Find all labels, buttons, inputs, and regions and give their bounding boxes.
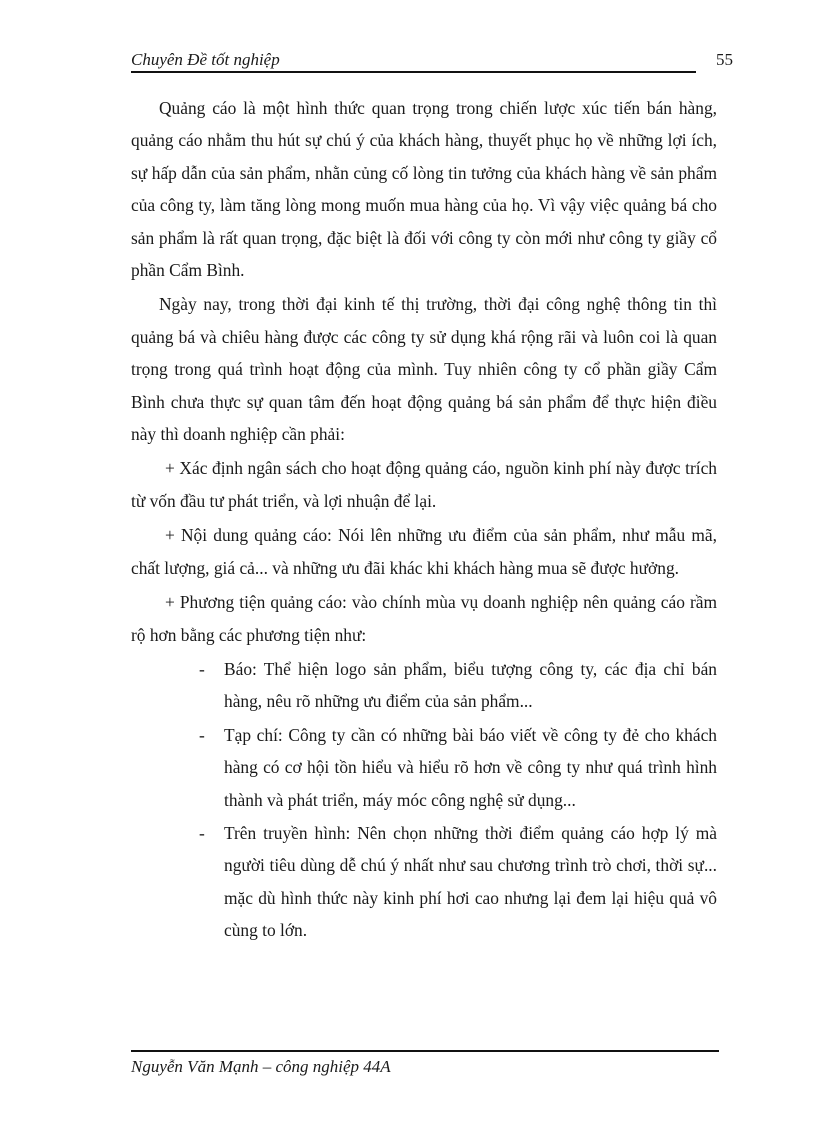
list-item-text: Tạp chí: Công ty cần có những bài báo viết về công ty đẻ cho khách hàng có cơ hội tồn hiểu và hiểu rõ hơn về công ty như quá trình hình thành và phát triển, máy móc công nghệ sử dụng...: [224, 724, 717, 810]
paragraph-advertising-importance: Quảng cáo là một hình thức quan trọng trong chiến lược xúc tiến bán hàng, quảng cáo nhằm thu hút sự chú ý của khách hàng, thuyết phục họ về những lợi ích, sự hấp dẫn của sản phẩm, nhằn củng cố lòng tin tưởng của khách hàng về sản phẩm của công ty, làm tăng lòng mong muốn mua hàng của họ. Vì vậy việc quảng bá cho sản phẩm là rất quan trọng, đặc biệt là đối với công ty còn mới như công ty giầy cổ phần Cẩm Bình.: [131, 98, 717, 281]
page-number: 55: [716, 50, 733, 69]
list-item-television: [199, 817, 717, 947]
paragraph-media: + Phương tiện quảng cáo: vào chính mùa vụ doanh nghiệp nên quảng cáo rầm rộ hơn bằng các phương tiện như:: [131, 592, 717, 645]
bullet-dash: -: [199, 822, 205, 843]
paragraph-content: + Nội dung quảng cáo: Nói lên những ưu điểm của sản phẩm, như mẫu mã, chất lượng, giá cả... và những ưu đãi khác khi khách hàng mua sẽ được hưởng.: [131, 525, 717, 578]
paragraph-current-situation: Ngày nay, trong thời đại kinh tế thị trường, thời đại công nghệ thông tin thì quảng bá và chiêu hàng được các công ty sử dụng khá rộng rãi và luôn coi là quan trọng trong quá trình hoạt động của mình. Tuy nhiên công ty cổ phần giầy Cẩm Bình chưa thực sự quan tâm đến hoạt động quảng bá sản phẩm để thực hiện điều này thì doanh nghiệp cần phải:: [131, 294, 717, 445]
list-item-newspaper: [199, 653, 717, 718]
list-item-magazine: [199, 719, 717, 816]
header-divider: [131, 71, 696, 73]
paragraph-budget: + Xác định ngân sách cho hoạt động quảng cáo, nguồn kinh phí này được trích từ vốn đầu tư phát triển, và lợi nhuận để lại.: [131, 458, 717, 511]
bullet-dash: -: [199, 724, 205, 745]
list-item-text: Trên truyền hình: Nên chọn những thời điểm quảng cáo hợp lý mà người tiêu dùng dễ chú ý nhất như sau chương trình trò chơi, thời sự... mặc dù hình thức này kinh phí hơi cao nhưng lại đem lại hiệu quả vô cùng to lớn.: [224, 822, 717, 941]
bullet-dash: -: [199, 658, 205, 679]
media-list: [131, 653, 717, 947]
list-item-text: Báo: Thể hiện logo sản phẩm, biểu tượng công ty, các địa chỉ bán hàng, nêu rõ những ưu điểm của sản phẩm...: [224, 658, 717, 712]
document-body: [131, 92, 717, 948]
header-title: Chuyên Đề tốt nghiệp: [131, 50, 280, 69]
footer-divider: [131, 1050, 719, 1052]
footer-author: Nguyễn Văn Mạnh – công nghiệp 44A: [131, 1057, 391, 1076]
